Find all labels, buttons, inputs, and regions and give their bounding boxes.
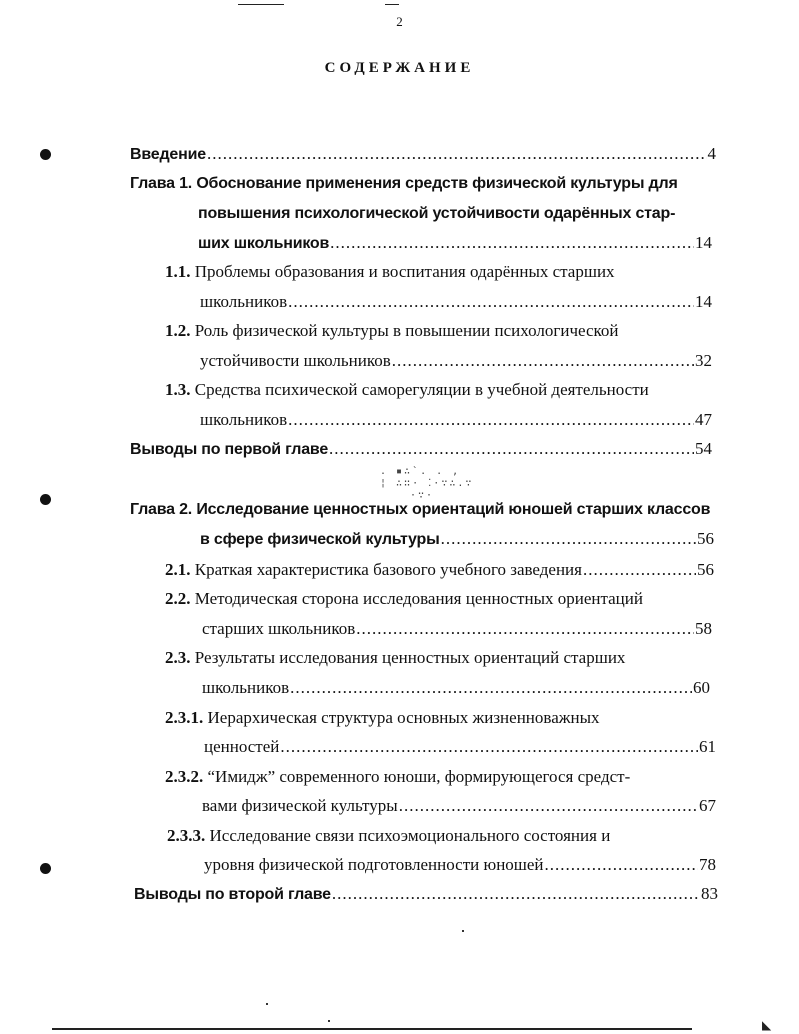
toc-chapter1-line1[interactable] <box>130 171 678 195</box>
scan-speck <box>266 1003 268 1005</box>
toc-section-2-3-1[interactable] <box>165 706 600 730</box>
toc-page: 56 <box>697 529 714 548</box>
toc-page: 61 <box>699 737 716 756</box>
punch-hole-icon <box>40 494 51 505</box>
toc-section-2-3[interactable] <box>165 646 625 670</box>
toc-section-2-2[interactable] <box>165 587 643 611</box>
stamp-blot: ¦ ∴∷· ⁚·∵∴.∵ <box>380 478 474 489</box>
dot-leader <box>288 408 694 432</box>
punch-hole-icon <box>40 149 51 160</box>
toc-label: Введение <box>130 146 206 163</box>
dot-leader <box>288 290 694 314</box>
scan-speck <box>328 1020 330 1022</box>
section-number: 2.3.2. <box>165 767 204 786</box>
dot-leader <box>392 349 694 373</box>
toc-section-2-1[interactable] <box>165 558 714 582</box>
punch-hole-icon <box>40 863 51 874</box>
toc-section-2-3-cont[interactable]: школьников ..... 60 <box>202 676 710 700</box>
dot-leader <box>545 853 698 877</box>
toc-section-1-3[interactable] <box>165 378 649 402</box>
section-number: 1.2. <box>165 321 191 340</box>
stamp-blot: . ▪∴`. . , <box>380 466 461 477</box>
toc-page: 78 <box>699 855 716 874</box>
toc-section-2-3-2-cont[interactable]: вами физической культуры ..... 67 <box>202 794 716 818</box>
toc-page: 58 <box>695 619 712 638</box>
scan-corner-mark-icon: ◣ <box>762 1018 772 1032</box>
toc-section-2-3-3-cont[interactable]: уровня физической подготовленности юношей ..... 78 <box>204 853 716 877</box>
dot-leader <box>280 735 698 759</box>
dot-leader <box>356 617 694 641</box>
dot-leader <box>332 882 700 906</box>
section-number: 2.3. <box>165 648 191 667</box>
toc-section-2-3-2[interactable] <box>165 765 630 789</box>
toc-section-1-2-cont[interactable]: устойчивости школьников ..... 32 <box>200 349 712 373</box>
page-number: 2 <box>396 14 403 29</box>
toc-page: 14 <box>695 292 712 311</box>
scan-bottom-edge <box>52 1028 692 1030</box>
dot-leader <box>441 527 696 551</box>
section-number: 1.1. <box>165 262 191 281</box>
section-title: Иерархическая структура основных жизненноважных <box>207 708 600 727</box>
toc-page: 32 <box>695 351 712 370</box>
section-title: Исследование связи психоэмоционального состояния и <box>209 826 611 845</box>
dot-leader <box>583 558 696 582</box>
toc-section-1-1[interactable] <box>165 260 615 284</box>
dot-leader <box>399 794 698 818</box>
section-title: Результаты исследования ценностных ориентаций старших <box>194 648 626 667</box>
section-title: “Имидж” современного юноши, формирующегося средст- <box>207 767 631 786</box>
chapter-prefix: Глава 2. <box>130 501 193 518</box>
toc-section-2-2-cont[interactable]: старших школьников ..... 58 <box>202 617 712 641</box>
toc-page: 14 <box>695 233 712 252</box>
toc-chapter1-line3[interactable]: ших школьников ..... 14 <box>198 231 712 255</box>
dot-leader <box>290 676 692 700</box>
dot-leader <box>207 142 707 166</box>
dot-leader <box>330 231 694 255</box>
section-number: 1.3. <box>165 380 191 399</box>
toc-page: 4 <box>707 144 716 163</box>
chapter-title: Исследование ценностных ориентаций юношей старших классов <box>196 501 711 518</box>
toc-chapter2-line2[interactable]: в сфере физической культуры ..... 56 <box>200 527 714 551</box>
scan-artifact-line <box>238 4 284 5</box>
toc-page: 67 <box>699 796 716 815</box>
section-number: 2.3.3. <box>167 826 206 845</box>
toc-page: 54 <box>695 439 712 458</box>
page-title: СОДЕРЖАНИЕ <box>324 60 475 76</box>
toc-section-1-3-cont[interactable]: школьников ..... 47 <box>200 408 712 432</box>
stamp-blot: ·∵· <box>410 490 435 501</box>
section-number: 2.1. <box>165 560 191 579</box>
toc-page: 56 <box>697 560 714 579</box>
section-title: Роль физической культуры в повышении психологической <box>194 321 619 340</box>
chapter-prefix: Глава 1. <box>130 175 193 192</box>
toc-page: 83 <box>701 884 718 903</box>
toc-entry-intro[interactable] <box>130 142 716 166</box>
toc-chapter1-line2: повышения психологической устойчивости одарённых стар- <box>198 205 676 222</box>
toc-conclusions-2[interactable]: Выводы по второй главе ..... 83 <box>134 882 718 906</box>
toc-page: 60 <box>693 678 710 697</box>
scan-artifact-line <box>385 4 399 5</box>
section-title: Краткая характеристика базового учебного заведения <box>194 560 582 579</box>
toc-section-1-2[interactable] <box>165 319 619 343</box>
toc-conclusions-1[interactable]: Выводы по первой главе ..... 54 <box>130 437 712 461</box>
section-title: Средства психической саморегуляции в учебной деятельности <box>194 380 649 399</box>
section-title: Проблемы образования и воспитания одарённых старших <box>194 262 615 281</box>
scan-speck <box>462 930 464 932</box>
section-title: Методическая сторона исследования ценностных ориентаций <box>194 589 643 608</box>
toc-section-1-1-cont[interactable]: школьников ..... 14 <box>200 290 712 314</box>
chapter-title: Обоснование применения средств физической культуры для <box>196 175 678 192</box>
dot-leader <box>329 437 694 461</box>
section-number: 2.3.1. <box>165 708 204 727</box>
toc-section-2-3-1-cont[interactable]: ценностей ..... 61 <box>204 735 716 759</box>
toc-chapter2-line1[interactable] <box>130 497 710 521</box>
toc-page: 47 <box>695 410 712 429</box>
section-number: 2.2. <box>165 589 191 608</box>
toc-section-2-3-3[interactable] <box>167 824 610 848</box>
